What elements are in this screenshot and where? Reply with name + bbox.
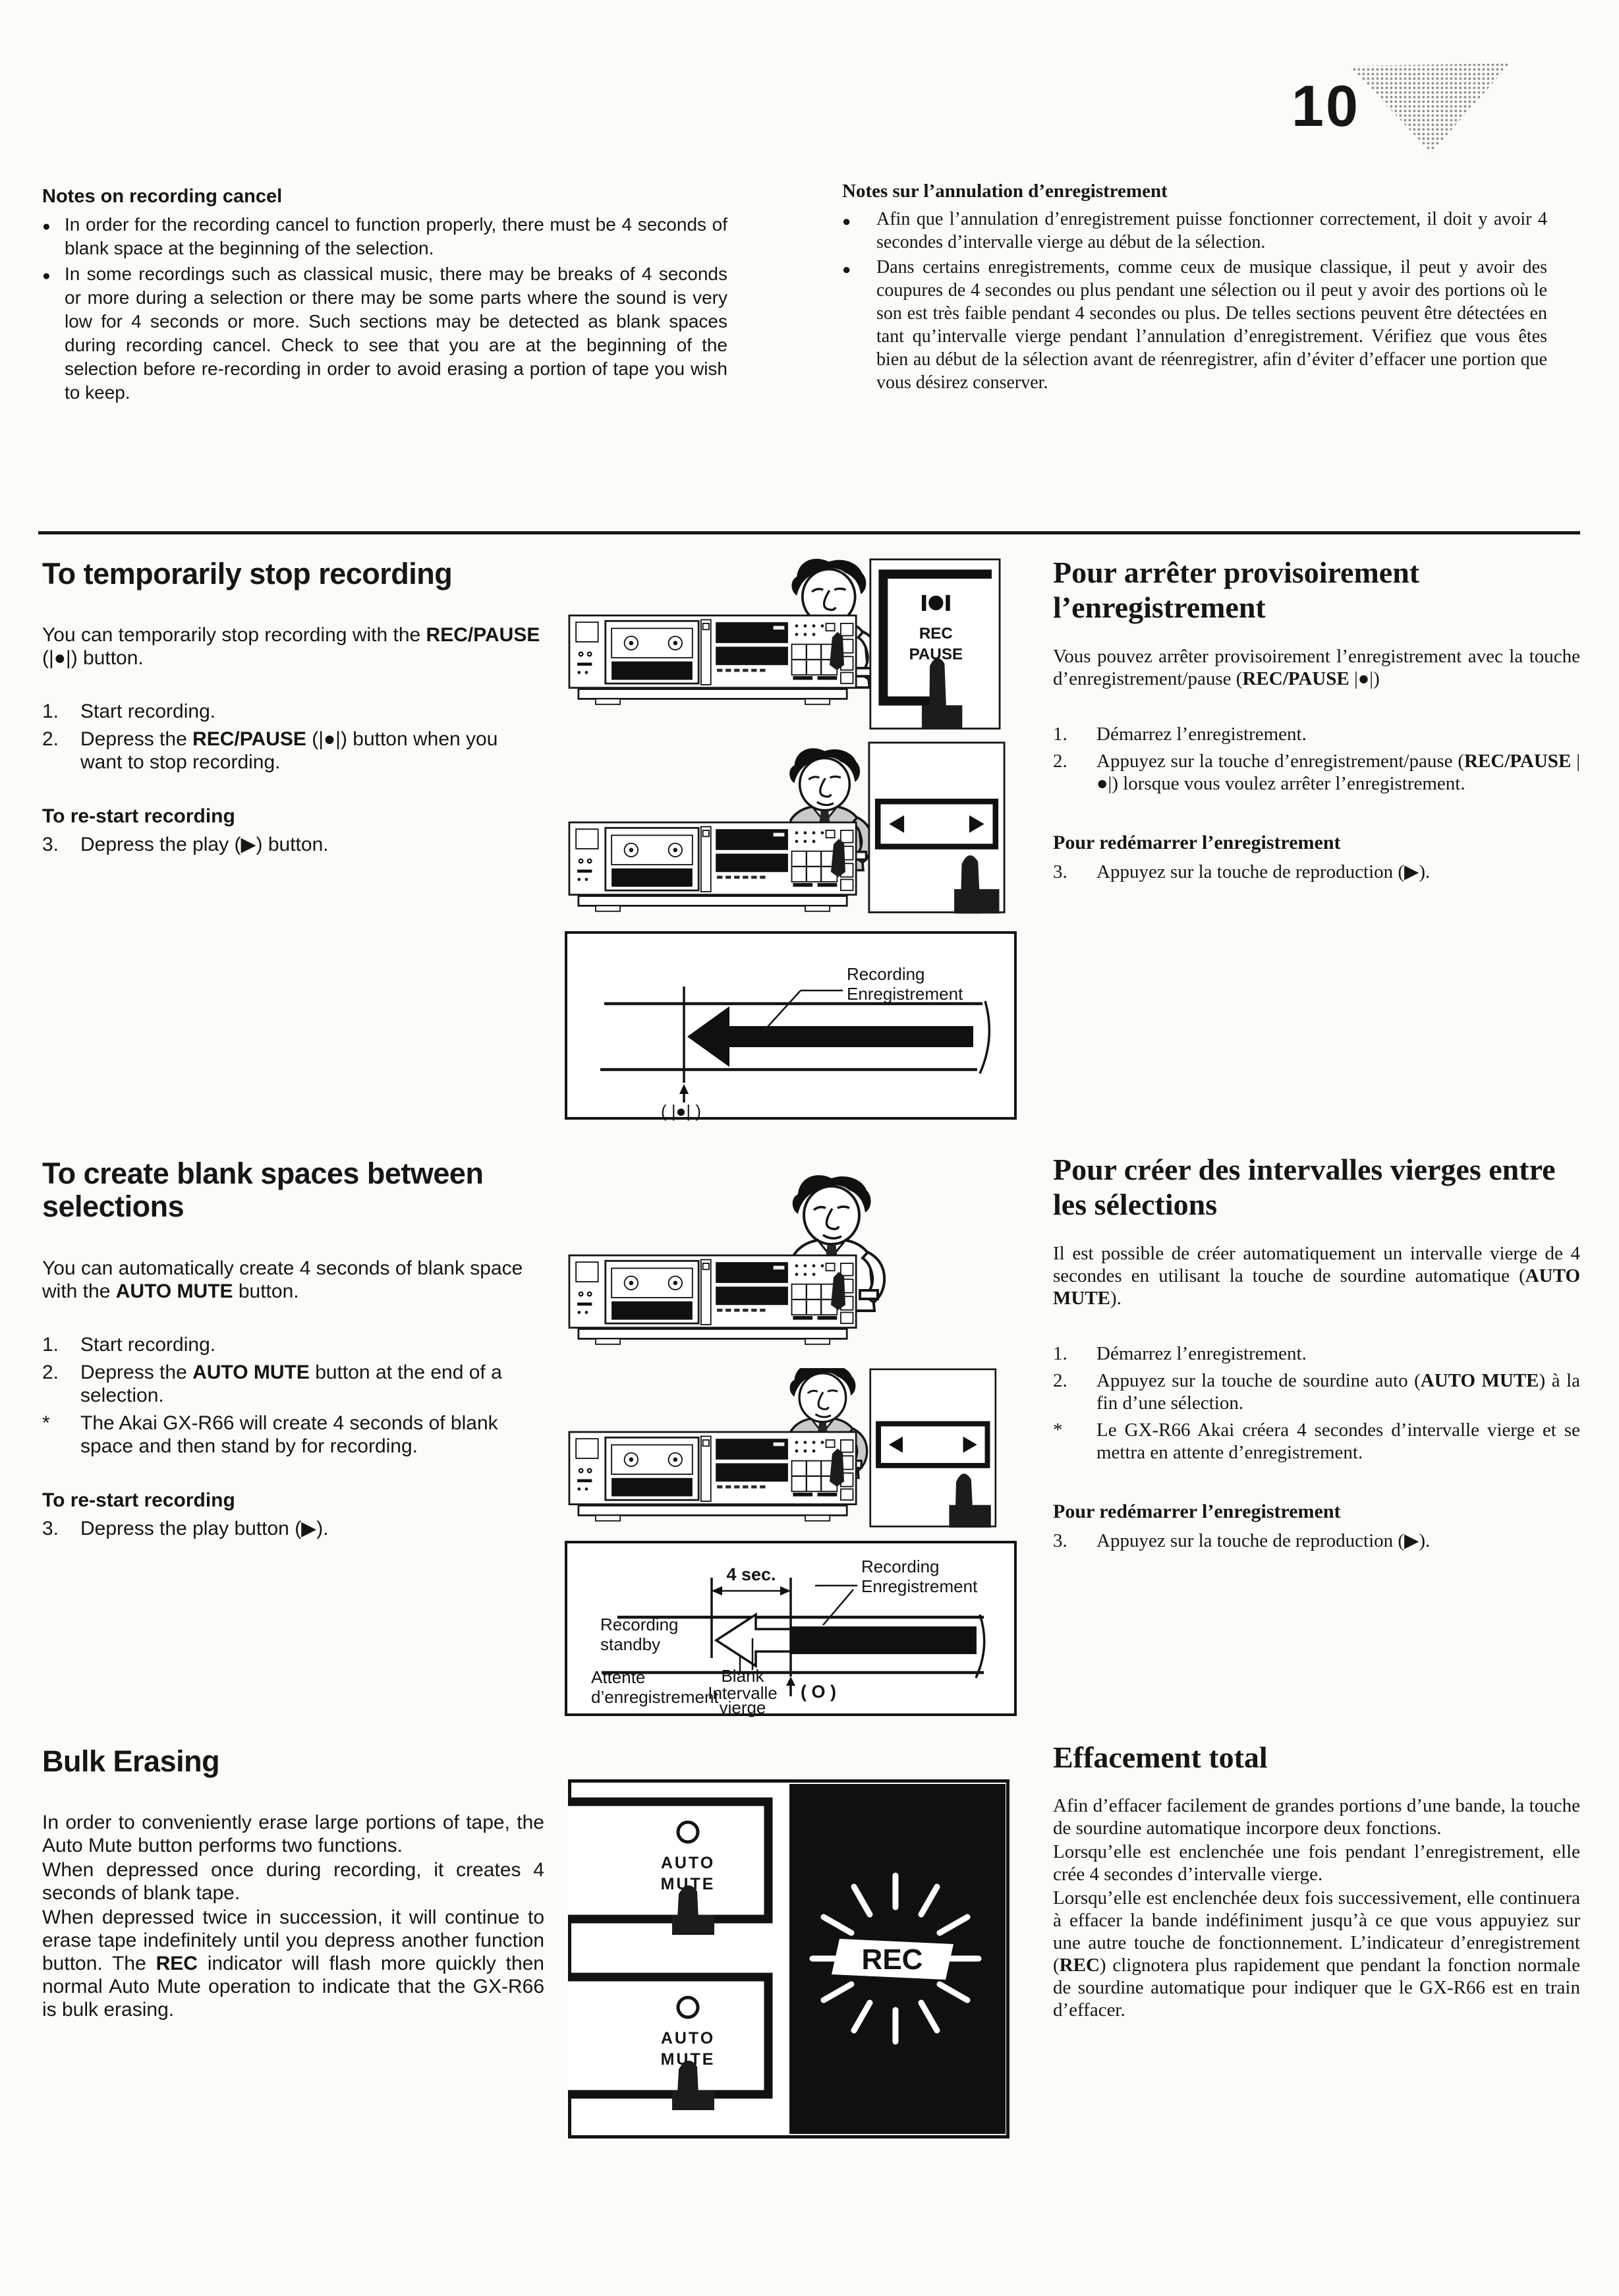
step-1: 1. Démarrez l’enregistrement. xyxy=(1053,1342,1307,1364)
four-sec-label: 4 sec. xyxy=(726,1564,776,1584)
para-3: When depressed twice in succession, it will continue to erase tape indefinitely until you depress another function button. The REC indicator will flash more quickly then normal Auto Mute operation to indicate that the GX-R66 is bulk erasing. xyxy=(42,1907,544,2021)
step-2: 2. Depress the AUTO MUTE button at the end of a selection. xyxy=(42,1361,502,1406)
notes-on-recording-cancel-fr xyxy=(842,181,1547,394)
page-number: 10 xyxy=(1292,73,1360,138)
diagram-label-enregistrement: Enregistrement xyxy=(847,984,963,1004)
notes-en-bullet-1-text: In order for the recording cancel to function properly, there must be 4 seconds of blank space at the beginning of the selection. xyxy=(65,214,727,259)
figure-play-restart xyxy=(563,739,1018,923)
rec-pause-symbol: ( |●| ) xyxy=(661,1101,701,1121)
section-stop-recording-en xyxy=(42,558,544,861)
attente-label-1: Attente xyxy=(591,1667,646,1687)
blank-label: Blank xyxy=(721,1666,764,1686)
notes-en-bullet-1 xyxy=(42,213,727,260)
restart-heading: Pour redémarrer l’enregistrement xyxy=(1053,831,1341,853)
bullet-icon: ● xyxy=(42,219,51,235)
section-title: Effacement total xyxy=(1053,1740,1268,1774)
step-3: 3. Appuyez sur la touche de reproduction (▶). xyxy=(1053,861,1431,882)
step-list xyxy=(1053,1342,1580,1464)
notes-en-bullet-2 xyxy=(42,262,727,405)
step-note: * Le GX-R66 Akai créera 4 secondes d’intervalle vierge et se mettra en attente d’enregistrement. xyxy=(1053,1419,1580,1463)
para-3: Lorsqu’elle est enclenchée deux fois successivement, elle continuera à effacer la bande indéfiniment jusqu’à ce que vous appuyiez sur une autre touche de fonctionnement. L’indicateur d’enregistrement (REC) clignotera plus rapidement que pendant la fonction normale de sourdine automatique pour indiquer que le GX-R66 est en train d’effacer. xyxy=(1053,1887,1580,2021)
step-list xyxy=(1053,723,1580,795)
step-list xyxy=(42,1333,544,1458)
standby-label-1: Recording xyxy=(600,1615,679,1634)
step-1: 1. Start recording. xyxy=(42,701,216,723)
section-blank-spaces-fr xyxy=(1053,1152,1580,1557)
tape-diagram-recording xyxy=(563,930,1018,1121)
figure-play-restart-2 xyxy=(563,1368,1018,1533)
section-intro: You can temporarily stop recording with the REC/PAUSE (|●|) button. xyxy=(42,624,540,670)
notes-fr-title: Notes sur l’annulation d’enregistrement xyxy=(842,181,1168,202)
notes-en-bullet-2-text: In some recordings such as classical music, there may be breaks of 4 seconds or more during a selection or there may be some parts where the sound is very low for 4 seconds or more. Such sections may be detected as blank spaces during recording cancel. Check to see that you are at the beginning of the selection before re-recording in order to avoid erasing a portion of tape you wish to keep. xyxy=(65,264,727,403)
divider-rule xyxy=(38,531,1580,534)
auto-mute-symbol: ( O ) xyxy=(801,1682,836,1702)
standby-label-2: standby xyxy=(600,1634,661,1654)
step-list xyxy=(42,700,544,774)
diagram-label-recording: Recording xyxy=(847,964,925,984)
notes-on-recording-cancel-en xyxy=(42,186,727,405)
notes-en-title: Notes on recording cancel xyxy=(42,186,283,207)
section-intro: Vous pouvez arrêter provisoirement l’enregistrement avec la touche d’enregistrement/pause (REC/PAUSE |●|) xyxy=(1053,645,1580,689)
para-1: Afin d’effacer facilement de grandes portions d’une bande, la touche de sourdine automatique incorpore deux fonctions. xyxy=(1053,1795,1580,1839)
notes-fr-bullet-1 xyxy=(842,208,1547,254)
notes-fr-bullet-2-text: Dans certains enregistrements, comme ceux de musique classique, il peut y avoir des coupures de 4 secondes ou plus pendant une sélection ou il peut y avoir des portions où le son est très faible pendant 4 secondes ou plus. De telles sections peuvent être détectées en tant qu’intervalle vierge pendant l’annulation d’enregistrement. Vérifiez que vous êtes bien au début de la sélection avant de réenregistrer, afin d’éviter d’effacer une portion que vous désirez conserver. xyxy=(876,257,1547,393)
section-intro: Il est possible de créer automatiquement un intervalle vierge de 4 secondes en utilisant la touche de sourdine automatique (AUTO MUTE). xyxy=(1053,1242,1580,1309)
step-2: 2. Depress the REC/PAUSE (|●|) button when you want to stop recording. xyxy=(42,728,498,774)
restart-heading: Pour redémarrer l’enregistrement xyxy=(1053,1500,1341,1522)
figure-rec-pause xyxy=(563,557,1018,735)
section-stop-recording-fr xyxy=(1053,555,1580,888)
bullet-icon: ● xyxy=(842,213,851,230)
para-2: Lorsqu’elle est enclenchée une fois pendant l’enregistrement, elle crée 4 secondes d’intervalle vierge. xyxy=(1053,1841,1580,1885)
step-3: 3. Depress the play (▶) button. xyxy=(42,834,329,856)
section-title: To temporarily stop recording xyxy=(42,557,453,590)
corner-triangle-icon xyxy=(1348,63,1512,156)
section-blank-spaces-en xyxy=(42,1157,544,1545)
step-3: 3. Appuyez sur la touche de reproduction (▶). xyxy=(1053,1530,1431,1551)
step-3: 3. Depress the play button (▶). xyxy=(42,1517,329,1539)
figure-auto-mute xyxy=(563,1153,1018,1364)
section-bulk-erasing-art xyxy=(568,1779,1013,2138)
para-2: When depressed once during recording, it creates 4 seconds of blank tape. xyxy=(42,1859,544,1905)
section-bulk-erasing-fr xyxy=(1053,1740,1580,2023)
section-title: Pour créer des intervalles vierges entre les sélections xyxy=(1053,1153,1556,1222)
bullet-icon: ● xyxy=(842,261,851,278)
notes-fr-bullet-1-text: Afin que l’annulation d’enregistrement puisse fonctionner correctement, il doit y avoir 4 secondes d’intervalle vierge au début de la sélection. xyxy=(876,209,1547,253)
step-1: 1. Start recording. xyxy=(42,1333,216,1356)
section-bulk-erasing-en xyxy=(42,1745,544,2023)
section-title: To create blank spaces between selections xyxy=(42,1157,484,1224)
rec-indicator-label: REC xyxy=(861,1943,923,1976)
diagram-label-recording: Recording xyxy=(861,1557,940,1576)
section-stop-recording-art xyxy=(563,557,1018,1121)
section-blank-spaces-art xyxy=(563,1153,1018,1717)
restart-heading: To re-start recording xyxy=(42,805,235,828)
section-title: Pour arrêter provisoirement l’enregistrement xyxy=(1053,556,1420,625)
section-intro: You can automatically create 4 seconds of blank space with the AUTO MUTE button. xyxy=(42,1257,523,1302)
diagram-label-enregistrement: Enregistrement xyxy=(861,1576,978,1596)
recorded-band xyxy=(791,1626,977,1654)
para-1: In order to conveniently erase large portions of tape, the Auto Mute button performs two functions. xyxy=(42,1812,544,1857)
bullet-icon: ● xyxy=(42,268,51,284)
intervalle-label-1: Intervalle xyxy=(708,1683,778,1703)
tape-diagram-blank-space xyxy=(563,1539,1018,1717)
section-title: Bulk Erasing xyxy=(42,1744,220,1778)
notes-fr-bullet-2 xyxy=(842,256,1547,394)
step-1: 1. Démarrez l’enregistrement. xyxy=(1053,723,1307,745)
step-2: 2. Appuyez sur la touche de sourdine auto (AUTO MUTE) à la fin d’une sélection. xyxy=(1053,1369,1581,1414)
attente-label-2: d’enregistrement xyxy=(591,1687,719,1707)
step-note: * The Akai GX-R66 will create 4 seconds of blank space and then stand by for recording. xyxy=(42,1412,498,1457)
restart-heading: To re-start recording xyxy=(42,1489,235,1511)
intervalle-label-2: vierge xyxy=(719,1698,766,1717)
step-2: 2. Appuyez sur la touche d’enregistrement/pause (REC/PAUSE |●|) lorsque vous voulez arrêter l’enregistrement. xyxy=(1053,750,1581,794)
bulk-erase-illustration xyxy=(568,1779,1009,2138)
